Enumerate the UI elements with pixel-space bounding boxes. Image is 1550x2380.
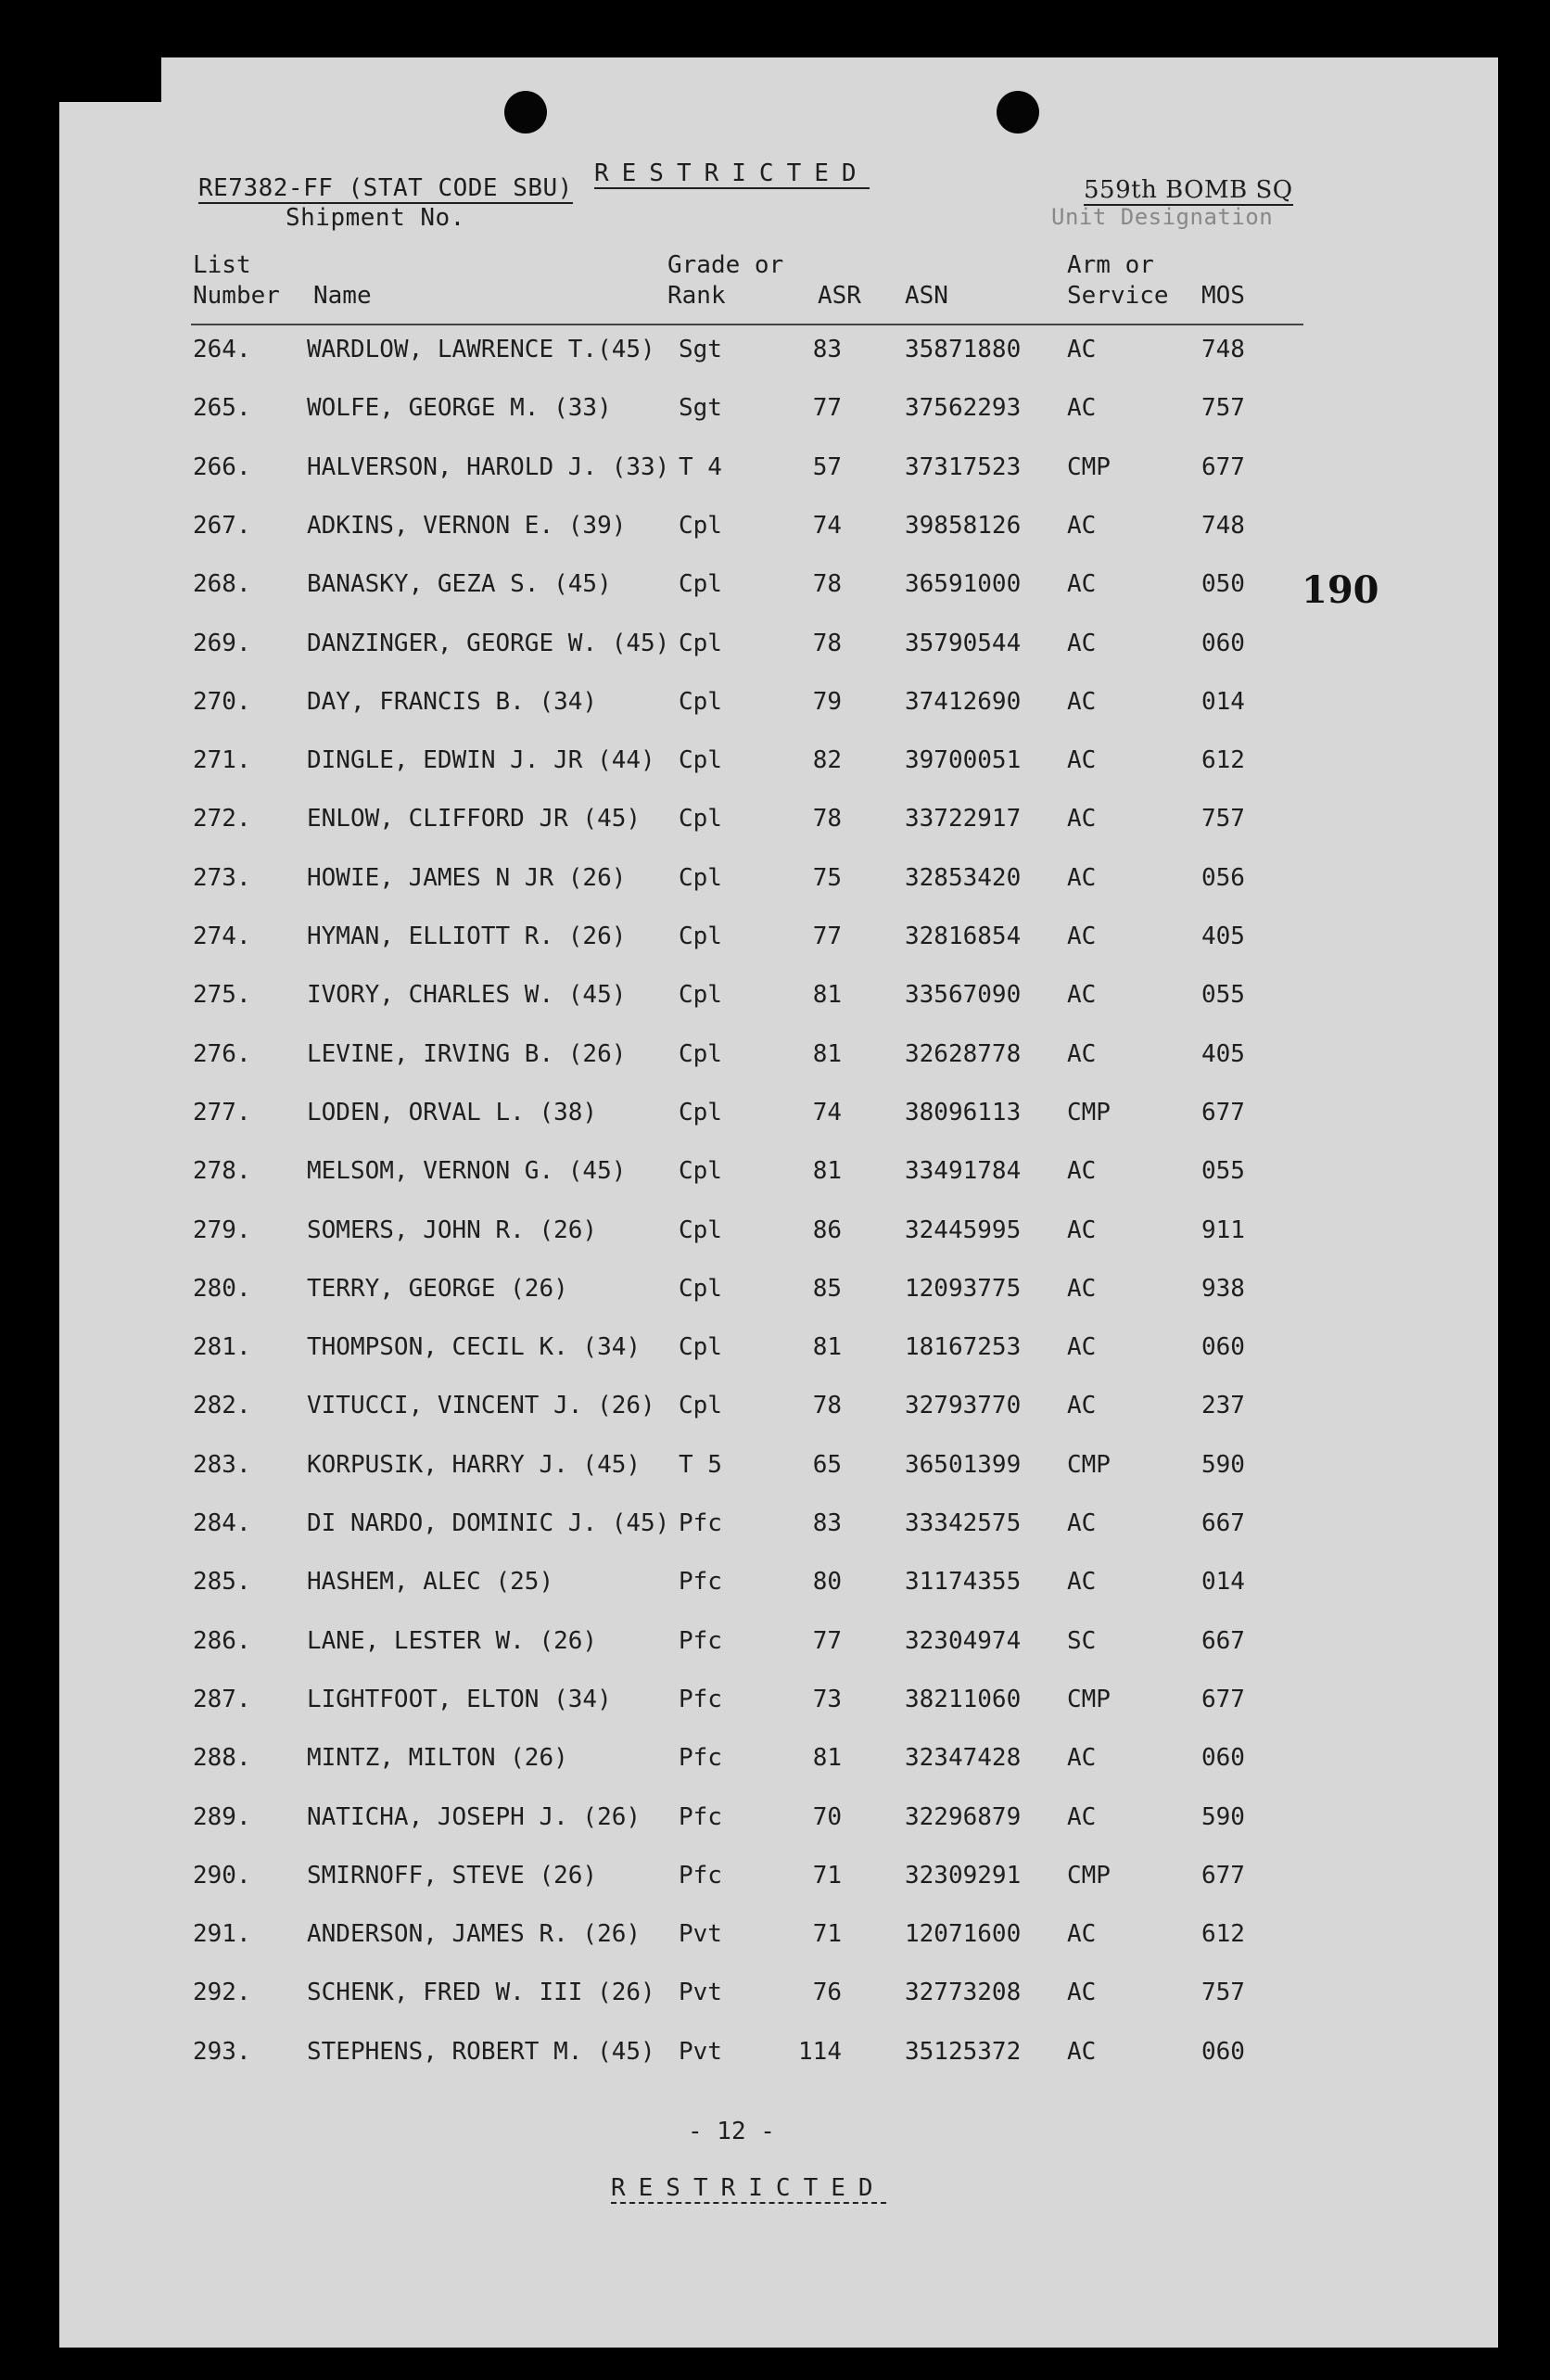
table-row: [59, 864, 1498, 901]
asn-cell: 35871880: [905, 336, 1022, 363]
table-row: [59, 1686, 1498, 1723]
mos-cell: 590: [1201, 1802, 1245, 1831]
asr-cell: 81: [812, 1039, 842, 1068]
name-cell: NATICHA, JOSEPH J. (26): [307, 1802, 642, 1831]
mos-cell: 237: [1201, 1392, 1245, 1420]
torn-corner: [59, 57, 161, 102]
unit-designation-label: Unit Designation: [1051, 204, 1274, 230]
stamp-number: 190: [1302, 568, 1379, 612]
asn-cell: 33342575: [905, 1509, 1022, 1537]
arm-cell: AC: [1067, 1333, 1097, 1362]
arm-cell: CMP: [1067, 1098, 1111, 1126]
table-row: [59, 394, 1498, 431]
arm-cell: AC: [1067, 1802, 1097, 1831]
table-row: [59, 1333, 1498, 1370]
arm-cell: AC: [1067, 863, 1097, 892]
name-cell: VITUCCI, VINCENT J. (26): [307, 1392, 655, 1420]
rank-cell: Cpl: [679, 1215, 722, 1244]
table-row: [59, 1627, 1498, 1664]
name-cell: BANASKY, GEZA S. (45): [307, 570, 612, 599]
asn-cell: 37412690: [905, 687, 1022, 716]
asn-cell: 37317523: [905, 452, 1022, 481]
table-row: [59, 1979, 1498, 2016]
asr-cell: 57: [812, 452, 842, 481]
mos-cell: 667: [1201, 1626, 1245, 1655]
list-number: 282.: [193, 1392, 251, 1420]
asr-cell: 80: [812, 1568, 842, 1597]
asr-cell: 83: [812, 336, 842, 363]
rank-cell: Cpl: [679, 746, 722, 775]
name-cell: TERRY, GEORGE (26): [307, 1274, 568, 1303]
asr-cell: 75: [812, 863, 842, 892]
name-cell: SMIRNOFF, STEVE (26): [307, 1861, 598, 1890]
arm-cell: AC: [1067, 1274, 1097, 1303]
name-cell: HALVERSON, HAROLD J. (33): [307, 452, 670, 481]
list-number: 264.: [193, 336, 251, 363]
rank-cell: Cpl: [679, 1274, 722, 1303]
table-row: [59, 630, 1498, 667]
col-asn: ASN: [905, 282, 948, 310]
rank-cell: T 5: [679, 1450, 722, 1479]
rank-cell: Pfc: [679, 1568, 722, 1597]
arm-cell: AC: [1067, 746, 1097, 775]
list-number: 277.: [193, 1098, 251, 1126]
name-cell: WOLFE, GEORGE M. (33): [307, 394, 612, 423]
name-cell: DINGLE, EDWIN J. JR (44): [307, 746, 655, 775]
asn-cell: 32445995: [905, 1215, 1022, 1244]
rank-cell: Pfc: [679, 1509, 722, 1537]
classification-header: RESTRICTED: [594, 159, 870, 187]
table-row: [59, 453, 1498, 490]
name-cell: SCHENK, FRED W. III (26): [307, 1979, 655, 2007]
list-number: 273.: [193, 863, 251, 892]
asn-cell: 38096113: [905, 1098, 1022, 1126]
page-number: - 12 -: [688, 2118, 775, 2145]
mos-cell: 612: [1201, 746, 1245, 775]
name-cell: LODEN, ORVAL L. (38): [307, 1098, 598, 1126]
asn-cell: 32773208: [905, 1979, 1022, 2007]
arm-cell: CMP: [1067, 1685, 1111, 1713]
name-cell: SOMERS, JOHN R. (26): [307, 1215, 598, 1244]
asr-cell: 78: [812, 1392, 842, 1420]
rank-cell: Pvt: [679, 1979, 722, 2007]
rank-cell: T 4: [679, 452, 722, 481]
asr-cell: 83: [812, 1509, 842, 1537]
list-number: 289.: [193, 1802, 251, 1831]
col-mos: MOS: [1201, 282, 1245, 310]
asr-cell: 81: [812, 1333, 842, 1362]
list-number: 276.: [193, 1039, 251, 1068]
name-cell: KORPUSIK, HARRY J. (45): [307, 1450, 642, 1479]
asn-cell: 33491784: [905, 1157, 1022, 1186]
asr-cell: 73: [812, 1685, 842, 1713]
arm-cell: AC: [1067, 1509, 1097, 1537]
rank-cell: Pfc: [679, 1861, 722, 1890]
list-number: 270.: [193, 687, 251, 716]
arm-cell: AC: [1067, 1568, 1097, 1597]
rank-cell: Pvt: [679, 1920, 722, 1949]
rank-cell: Cpl: [679, 1039, 722, 1068]
rank-cell: Pfc: [679, 1802, 722, 1831]
asr-cell: 78: [812, 570, 842, 599]
mos-cell: 911: [1201, 1215, 1245, 1244]
rank-cell: Pvt: [679, 2037, 722, 2066]
rank-cell: Cpl: [679, 1098, 722, 1126]
mos-cell: 757: [1201, 805, 1245, 834]
table-row: [59, 336, 1498, 373]
asr-cell: 85: [812, 1274, 842, 1303]
punch-hole-left: [504, 91, 547, 134]
rank-cell: Cpl: [679, 629, 722, 657]
arm-cell: AC: [1067, 1157, 1097, 1186]
classification-footer: RESTRICTED: [611, 2174, 886, 2202]
arm-cell: AC: [1067, 1744, 1097, 1773]
name-cell: MELSOM, VERNON G. (45): [307, 1157, 627, 1186]
table-row: [59, 1744, 1498, 1781]
rank-cell: Cpl: [679, 511, 722, 540]
table-row: [59, 2038, 1498, 2075]
name-cell: DAY, FRANCIS B. (34): [307, 687, 598, 716]
document-page: [59, 57, 1498, 2348]
asr-cell: 76: [812, 1979, 842, 2007]
table-row: [59, 1509, 1498, 1546]
arm-cell: AC: [1067, 981, 1097, 1010]
asr-cell: 81: [812, 981, 842, 1010]
col-name: Name: [313, 282, 372, 310]
asr-cell: 114: [798, 2037, 842, 2066]
table-row: [59, 746, 1498, 783]
name-cell: HOWIE, JAMES N JR (26): [307, 863, 627, 892]
asr-cell: 82: [812, 746, 842, 775]
mos-cell: 014: [1201, 1568, 1245, 1597]
arm-cell: AC: [1067, 687, 1097, 716]
asn-cell: 36591000: [905, 570, 1022, 599]
table-row: [59, 1157, 1498, 1194]
asn-cell: 32628778: [905, 1039, 1022, 1068]
name-cell: LEVINE, IRVING B. (26): [307, 1039, 627, 1068]
name-cell: HASHEM, ALEC (25): [307, 1568, 554, 1597]
name-cell: ADKINS, VERNON E. (39): [307, 511, 627, 540]
asn-cell: 31174355: [905, 1568, 1022, 1597]
rank-cell: Cpl: [679, 805, 722, 834]
table-row: [59, 1862, 1498, 1899]
mos-cell: 677: [1201, 452, 1245, 481]
shipment-code: RE7382-FF (STAT CODE SBU): [198, 174, 573, 202]
rank-cell: Cpl: [679, 570, 722, 599]
list-number: 265.: [193, 394, 251, 423]
list-number: 269.: [193, 629, 251, 657]
arm-cell: AC: [1067, 629, 1097, 657]
arm-cell: CMP: [1067, 1450, 1111, 1479]
table-row: [59, 1920, 1498, 1957]
asn-cell: 32304974: [905, 1626, 1022, 1655]
list-number: 293.: [193, 2037, 251, 2066]
mos-cell: 748: [1201, 511, 1245, 540]
table-row: [59, 981, 1498, 1018]
asn-cell: 12093775: [905, 1274, 1022, 1303]
list-number: 280.: [193, 1274, 251, 1303]
list-number: 288.: [193, 1744, 251, 1773]
name-cell: THOMPSON, CECIL K. (34): [307, 1333, 642, 1362]
table-row: [59, 512, 1498, 549]
list-number: 268.: [193, 570, 251, 599]
list-number: 279.: [193, 1215, 251, 1244]
asr-cell: 81: [812, 1744, 842, 1773]
mos-cell: 677: [1201, 1685, 1245, 1713]
asr-cell: 77: [812, 923, 842, 950]
asr-cell: 77: [812, 1626, 842, 1655]
table-row: [59, 1216, 1498, 1254]
rank-cell: Sgt: [679, 394, 722, 423]
arm-cell: AC: [1067, 1039, 1097, 1068]
name-cell: IVORY, CHARLES W. (45): [307, 981, 627, 1010]
arm-cell: CMP: [1067, 452, 1111, 481]
asn-cell: 36501399: [905, 1450, 1022, 1479]
mos-cell: 060: [1201, 2037, 1245, 2066]
asr-cell: 71: [812, 1920, 842, 1949]
list-number: 272.: [193, 805, 251, 834]
mos-cell: 405: [1201, 923, 1245, 950]
asr-cell: 74: [812, 1098, 842, 1126]
rank-cell: Cpl: [679, 863, 722, 892]
arm-cell: AC: [1067, 805, 1097, 834]
mos-cell: 056: [1201, 863, 1245, 892]
table-row: [59, 1451, 1498, 1488]
asr-cell: 81: [812, 1157, 842, 1186]
arm-cell: AC: [1067, 923, 1097, 950]
table-row: [59, 1275, 1498, 1312]
mos-cell: 677: [1201, 1098, 1245, 1126]
mos-cell: 938: [1201, 1274, 1245, 1303]
mos-cell: 055: [1201, 1157, 1245, 1186]
rank-cell: Cpl: [679, 1392, 722, 1420]
rank-cell: Cpl: [679, 923, 722, 950]
list-number: 290.: [193, 1861, 251, 1890]
table-row: [59, 1040, 1498, 1077]
asr-cell: 79: [812, 687, 842, 716]
punch-hole-right: [997, 91, 1039, 134]
table-row: [59, 1568, 1498, 1605]
rank-cell: Pfc: [679, 1626, 722, 1655]
list-number: 275.: [193, 981, 251, 1010]
name-cell: ENLOW, CLIFFORD JR (45): [307, 805, 642, 834]
list-number: 292.: [193, 1979, 251, 2007]
table-row: [59, 1803, 1498, 1840]
asn-cell: 37562293: [905, 394, 1022, 423]
asr-cell: 86: [812, 1215, 842, 1244]
asn-cell: 18167253: [905, 1333, 1022, 1362]
shipment-label: Shipment No.: [286, 204, 465, 232]
arm-cell: AC: [1067, 2037, 1097, 2066]
arm-cell: AC: [1067, 570, 1097, 599]
arm-cell: SC: [1067, 1626, 1097, 1655]
asn-cell: 39858126: [905, 511, 1022, 540]
asn-cell: 32347428: [905, 1744, 1022, 1773]
asn-cell: 33567090: [905, 981, 1022, 1010]
name-cell: MINTZ, MILTON (26): [307, 1744, 568, 1773]
asn-cell: 35790544: [905, 629, 1022, 657]
asn-cell: 32309291: [905, 1861, 1022, 1890]
mos-cell: 060: [1201, 629, 1245, 657]
table-row: [59, 805, 1498, 842]
rank-cell: Pfc: [679, 1685, 722, 1713]
mos-cell: 667: [1201, 1509, 1245, 1537]
table-row: [59, 688, 1498, 725]
list-number: 284.: [193, 1509, 251, 1537]
table-row: [59, 923, 1498, 960]
mos-cell: 050: [1201, 570, 1245, 599]
list-number: 271.: [193, 746, 251, 775]
mos-cell: 405: [1201, 1039, 1245, 1068]
col-asr: ASR: [818, 282, 861, 310]
asr-cell: 70: [812, 1802, 842, 1831]
list-number: 281.: [193, 1333, 251, 1362]
asn-cell: 12071600: [905, 1920, 1022, 1949]
table-row: [59, 1099, 1498, 1136]
arm-cell: AC: [1067, 1215, 1097, 1244]
col-list-number: List Number: [193, 251, 280, 310]
name-cell: DI NARDO, DOMINIC J. (45): [307, 1509, 670, 1537]
mos-cell: 055: [1201, 981, 1245, 1010]
name-cell: LIGHTFOOT, ELTON (34): [307, 1685, 612, 1713]
list-number: 278.: [193, 1157, 251, 1186]
mos-cell: 060: [1201, 1744, 1245, 1773]
list-number: 285.: [193, 1568, 251, 1597]
mos-cell: 590: [1201, 1450, 1245, 1479]
table-row: [59, 570, 1498, 607]
asr-cell: 77: [812, 394, 842, 423]
arm-cell: AC: [1067, 1392, 1097, 1420]
table-row: [59, 1392, 1498, 1429]
list-number: 266.: [193, 452, 251, 481]
asr-cell: 78: [812, 629, 842, 657]
arm-cell: AC: [1067, 511, 1097, 540]
name-cell: WARDLOW, LAWRENCE T.(45): [307, 336, 655, 363]
rank-cell: Cpl: [679, 1157, 722, 1186]
mos-cell: 060: [1201, 1333, 1245, 1362]
asn-cell: 38211060: [905, 1685, 1022, 1713]
asn-cell: 32793770: [905, 1392, 1022, 1420]
name-cell: ANDERSON, JAMES R. (26): [307, 1920, 642, 1949]
arm-cell: AC: [1067, 336, 1097, 363]
asn-cell: 33722917: [905, 805, 1022, 834]
mos-cell: 757: [1201, 394, 1245, 423]
name-cell: LANE, LESTER W. (26): [307, 1626, 598, 1655]
asr-cell: 78: [812, 805, 842, 834]
asn-cell: 32853420: [905, 863, 1022, 892]
name-cell: HYMAN, ELLIOTT R. (26): [307, 923, 627, 950]
col-grade: Grade or Rank: [667, 251, 784, 310]
list-number: 274.: [193, 923, 251, 950]
asn-cell: 39700051: [905, 746, 1022, 775]
arm-cell: AC: [1067, 1979, 1097, 2007]
mos-cell: 748: [1201, 336, 1245, 363]
name-cell: DANZINGER, GEORGE W. (45): [307, 629, 670, 657]
asn-cell: 32296879: [905, 1802, 1022, 1831]
asr-cell: 74: [812, 511, 842, 540]
list-number: 286.: [193, 1626, 251, 1655]
asn-cell: 35125372: [905, 2037, 1022, 2066]
arm-cell: AC: [1067, 1920, 1097, 1949]
rank-cell: Cpl: [679, 687, 722, 716]
rank-cell: Cpl: [679, 981, 722, 1010]
asr-cell: 71: [812, 1861, 842, 1890]
list-number: 267.: [193, 511, 251, 540]
list-number: 283.: [193, 1450, 251, 1479]
header-rule: [191, 324, 1303, 325]
arm-cell: CMP: [1067, 1861, 1111, 1890]
asn-cell: 32816854: [905, 923, 1022, 950]
mos-cell: 677: [1201, 1861, 1245, 1890]
rank-cell: Sgt: [679, 336, 722, 363]
unit-designation: 559th BOMB SQ: [1084, 176, 1293, 204]
mos-cell: 014: [1201, 687, 1245, 716]
arm-cell: AC: [1067, 394, 1097, 423]
mos-cell: 612: [1201, 1920, 1245, 1949]
name-cell: STEPHENS, ROBERT M. (45): [307, 2037, 655, 2066]
rank-cell: Pfc: [679, 1744, 722, 1773]
rank-cell: Cpl: [679, 1333, 722, 1362]
mos-cell: 757: [1201, 1979, 1245, 2007]
list-number: 291.: [193, 1920, 251, 1949]
col-arm: Arm or Service: [1067, 251, 1169, 310]
list-number: 287.: [193, 1685, 251, 1713]
asr-cell: 65: [812, 1450, 842, 1479]
